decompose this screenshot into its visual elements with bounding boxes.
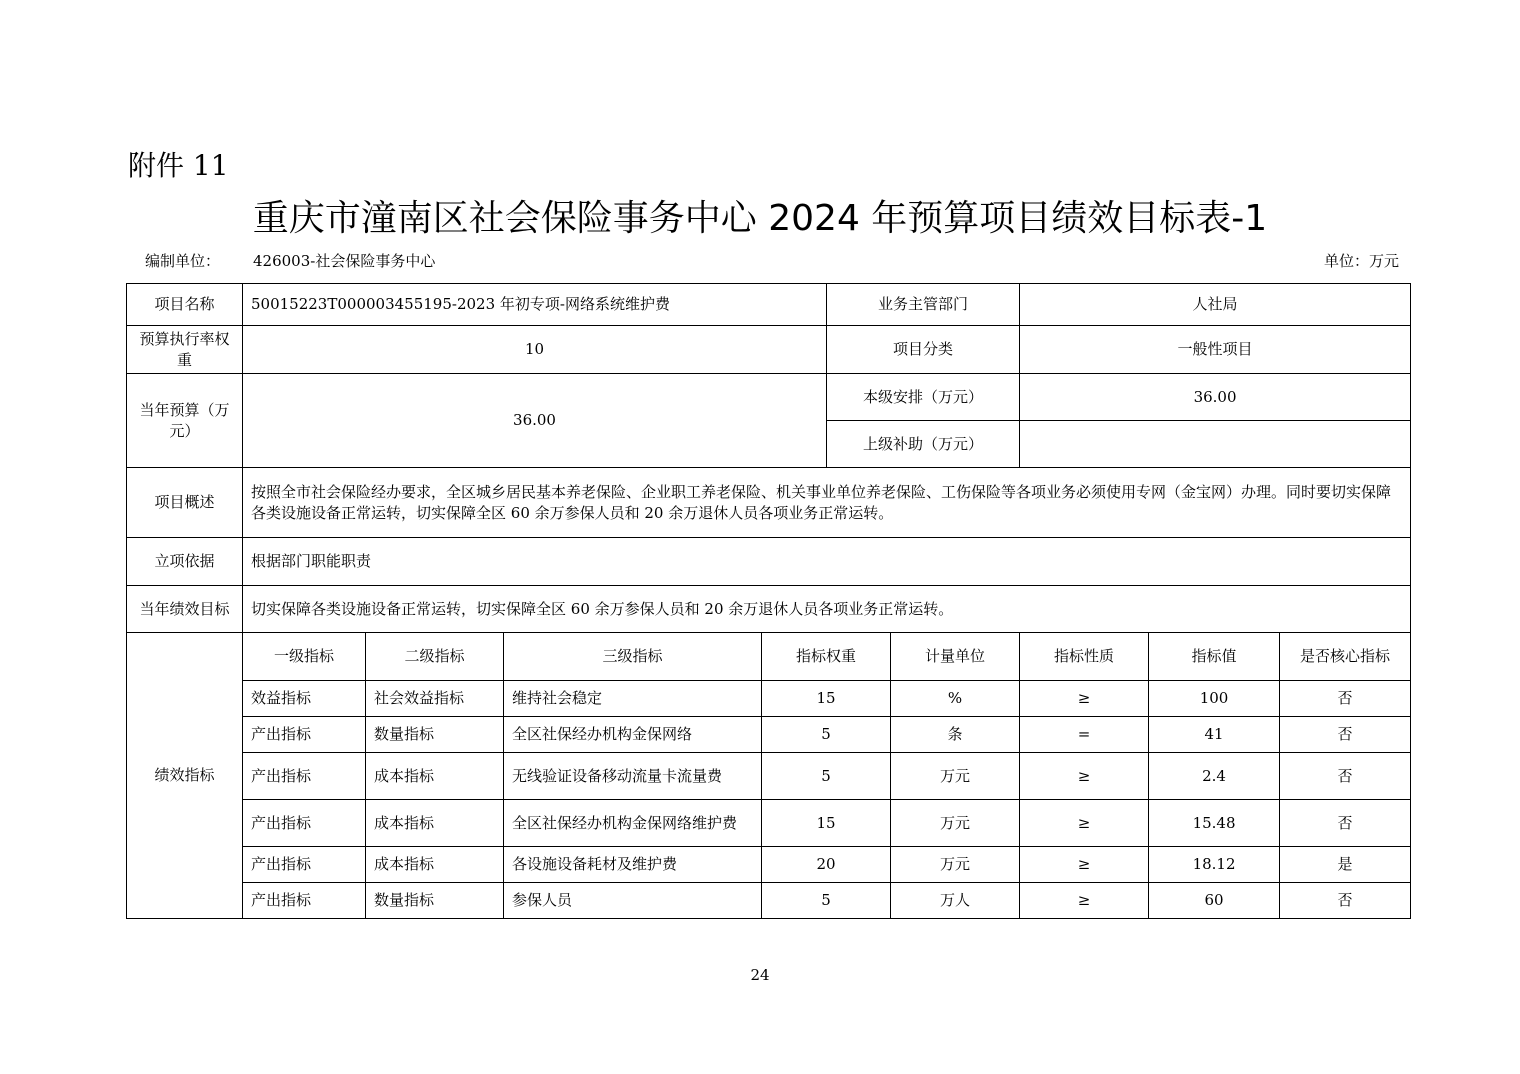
unit-cell: 万元 — [891, 847, 1020, 883]
core-cell: 是 — [1280, 847, 1411, 883]
value-cell: 100 — [1149, 681, 1280, 717]
overview-text: 按照全市社会保险经办要求，全区城乡居民基本养老保险、企业职工养老保险、机关事业单位养老保险、工伤保险等各项业务必须使用专网（金宝网）办理。同时要切实保障各类设施设备正常运转，切实保障全区 60 余万参保人员和 20 余万退休人员各项业务正常运转。 — [243, 468, 1411, 538]
project-name-label: 项目名称 — [127, 284, 243, 326]
header-weight: 指标权重 — [762, 633, 891, 681]
basis-text: 根据部门职能职责 — [243, 538, 1411, 586]
value-cell: 41 — [1149, 717, 1280, 753]
weight-cell: 5 — [762, 883, 891, 919]
nature-cell: ≥ — [1020, 847, 1149, 883]
level1-cell: 产出指标 — [243, 883, 366, 919]
table-row — [127, 753, 1411, 800]
unit-cell: 条 — [891, 717, 1020, 753]
currency-label: 单位：万元 — [1323, 252, 1399, 270]
level2-cell: 社会效益指标 — [366, 681, 504, 717]
nature-cell: ≥ — [1020, 883, 1149, 919]
exec-rate-label: 预算执行率权重 — [127, 326, 243, 374]
header-core: 是否核心指标 — [1280, 633, 1411, 681]
unit-cell: 万元 — [891, 753, 1020, 800]
nature-cell: ≥ — [1020, 753, 1149, 800]
level1-cell: 产出指标 — [243, 847, 366, 883]
basis-label: 立项依据 — [127, 538, 243, 586]
header-value: 指标值 — [1149, 633, 1280, 681]
upper-value — [1020, 421, 1411, 468]
core-cell: 否 — [1280, 800, 1411, 847]
value-cell: 60 — [1149, 883, 1280, 919]
level3-cell: 维持社会稳定 — [504, 681, 762, 717]
nature-cell: = — [1020, 717, 1149, 753]
indicators-label: 绩效指标 — [127, 633, 243, 919]
level1-cell: 产出指标 — [243, 717, 366, 753]
attachment-label: 附件 11 — [128, 149, 229, 182]
level2-cell: 数量指标 — [366, 717, 504, 753]
weight-cell: 20 — [762, 847, 891, 883]
header-nature: 指标性质 — [1020, 633, 1149, 681]
core-cell: 否 — [1280, 883, 1411, 919]
dept-value: 人社局 — [1020, 284, 1411, 326]
unit-label: 编制单位： — [145, 252, 221, 270]
unit-cell: 万元 — [891, 800, 1020, 847]
core-cell: 否 — [1280, 681, 1411, 717]
table-row — [127, 883, 1411, 919]
table-row — [127, 800, 1411, 847]
value-cell: 15.48 — [1149, 800, 1280, 847]
level2-cell: 成本指标 — [366, 753, 504, 800]
budget-label: 当年预算（万元） — [127, 374, 243, 468]
weight-cell: 15 — [762, 800, 891, 847]
level3-cell: 参保人员 — [504, 883, 762, 919]
category-value: 一般性项目 — [1020, 326, 1411, 374]
level3-cell: 各设施设备耗材及维护费 — [504, 847, 762, 883]
level3-cell: 全区社保经办机构金保网络维护费 — [504, 800, 762, 847]
dept-label: 业务主管部门 — [827, 284, 1020, 326]
weight-cell: 5 — [762, 717, 891, 753]
header-level3: 三级指标 — [504, 633, 762, 681]
level2-cell: 成本指标 — [366, 800, 504, 847]
table-row — [127, 717, 1411, 753]
category-label: 项目分类 — [827, 326, 1020, 374]
unit-cell: 万人 — [891, 883, 1020, 919]
page-title: 重庆市潼南区社会保险事务中心 2024 年预算项目绩效目标表-1 — [252, 198, 1268, 239]
performance-table — [126, 283, 1411, 919]
upper-label: 上级补助（万元） — [827, 421, 1020, 468]
goal-text: 切实保障各类设施设备正常运转，切实保障全区 60 余万参保人员和 20 余万退休人员各项业务正常运转。 — [243, 586, 1411, 633]
weight-cell: 5 — [762, 753, 891, 800]
level1-cell: 产出指标 — [243, 800, 366, 847]
weight-cell: 15 — [762, 681, 891, 717]
nature-cell: ≥ — [1020, 800, 1149, 847]
table-row — [127, 847, 1411, 883]
page-number: 24 — [750, 966, 770, 984]
level3-cell: 全区社保经办机构金保网络 — [504, 717, 762, 753]
level2-cell: 成本指标 — [366, 847, 504, 883]
level1-cell: 效益指标 — [243, 681, 366, 717]
exec-rate-value: 10 — [243, 326, 827, 374]
local-label: 本级安排（万元） — [827, 374, 1020, 421]
goal-label: 当年绩效目标 — [127, 586, 243, 633]
value-cell: 2.4 — [1149, 753, 1280, 800]
local-value: 36.00 — [1020, 374, 1411, 421]
header-level1: 一级指标 — [243, 633, 366, 681]
core-cell: 否 — [1280, 753, 1411, 800]
value-cell: 18.12 — [1149, 847, 1280, 883]
unit-value: 426003-社会保险事务中心 — [253, 252, 436, 270]
table-row — [127, 681, 1411, 717]
unit-cell: % — [891, 681, 1020, 717]
level3-cell: 无线验证设备移动流量卡流量费 — [504, 753, 762, 800]
header-unit: 计量单位 — [891, 633, 1020, 681]
project-name: 50015223T000003455195-2023 年初专项-网络系统维护费 — [243, 284, 827, 326]
nature-cell: ≥ — [1020, 681, 1149, 717]
level1-cell: 产出指标 — [243, 753, 366, 800]
header-level2: 二级指标 — [366, 633, 504, 681]
budget-value: 36.00 — [243, 374, 827, 468]
overview-label: 项目概述 — [127, 468, 243, 538]
level2-cell: 数量指标 — [366, 883, 504, 919]
core-cell: 否 — [1280, 717, 1411, 753]
